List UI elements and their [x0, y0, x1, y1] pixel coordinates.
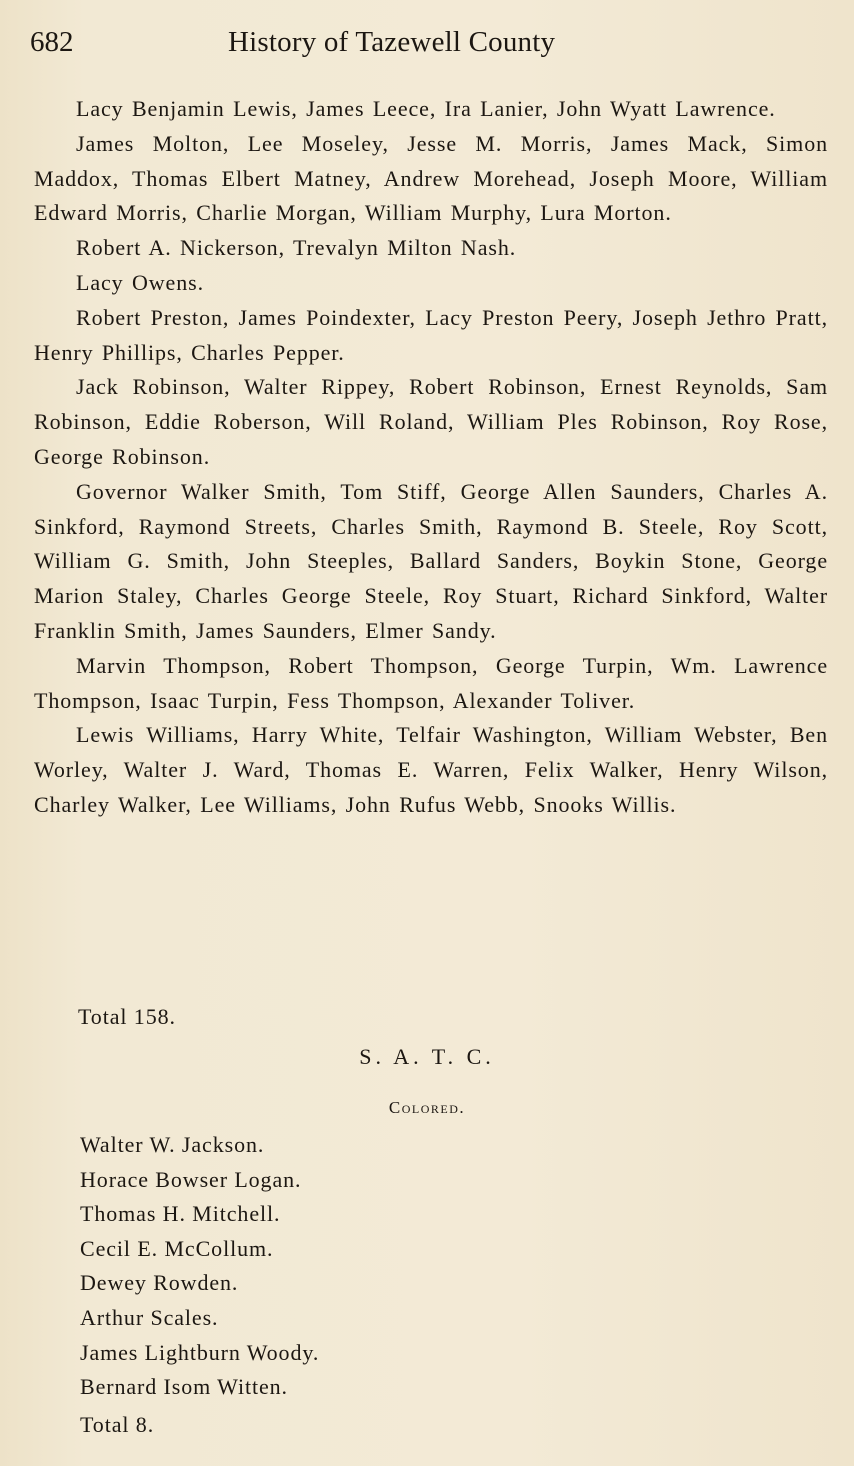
list-item: Bernard Isom Witten.	[80, 1374, 288, 1400]
list-item: Walter W. Jackson.	[80, 1132, 265, 1157]
paragraph-t: Marvin Thompson, Robert Thompson, George Turpin, Wm. Lawrence Thompson, Isaac Turpin, Fess Thompson, Alexander Toliver.	[34, 652, 828, 713]
running-title: History of Tazewell County	[228, 26, 556, 58]
paragraph-n: Robert A. Nickerson, Trevalyn Milton Nash.	[76, 235, 517, 261]
satc-name-list	[80, 1128, 319, 1405]
subheading	[0, 1098, 854, 1118]
list-item: Thomas H. Mitchell.	[80, 1201, 281, 1227]
section-heading: S. A. T. C.	[359, 1044, 495, 1069]
paragraph-p: Robert Preston, James Poindexter, Lacy Preston Peery, Joseph Jethro Pratt, Henry Phillips, Charles Pepper.	[34, 304, 828, 365]
paragraph-o: Lacy Owens.	[76, 269, 204, 295]
paragraph-r: Jack Robinson, Walter Rippey, Robert Robinson, Ernest Reynolds, Sam Robinson, Eddie Roberson, Will Roland, William Ples Robinson, Roy Rose, George Robinson.	[34, 374, 828, 469]
paragraph-l: Lacy Benjamin Lewis, James Leece, Ira Lanier, John Wyatt Lawrence.	[76, 96, 776, 121]
paragraph-s: Governor Walker Smith, Tom Stiff, George Allen Saunders, Charles A. Sinkford, Raymond Streets, Charles Smith, Raymond B. Steele, Roy Scott, William G. Smith, John Steeples, Ballard Sanders, Boykin Stone, George Marion Staley, Charles George Steele, Roy Stuart, Richard Sinkford, Walter Franklin Smith, James Saunders, Elmer Sandy.	[34, 478, 828, 643]
name-list-body	[34, 92, 828, 823]
page-number: 682	[30, 26, 74, 58]
list-item: Dewey Rowden.	[80, 1270, 239, 1296]
list-item: Horace Bowser Logan.	[80, 1166, 302, 1192]
list-item: Arthur Scales.	[80, 1304, 219, 1330]
subheading-text: Colored.	[388, 1098, 466, 1117]
list-item: Cecil E. McCollum.	[80, 1235, 274, 1261]
total-158: Total 158.	[78, 1004, 176, 1029]
total-8: Total 8.	[80, 1412, 155, 1437]
list-item: James Lightburn Woody.	[80, 1339, 320, 1365]
paragraph-m: James Molton, Lee Moseley, Jesse M. Morris, James Mack, Simon Maddox, Thomas Elbert Matney, Andrew Morehead, Joseph Moore, William Edward Morris, Charlie Morgan, William Murphy, Lura Morton.	[34, 130, 828, 226]
page-header	[30, 26, 830, 66]
paragraph-w: Lewis Williams, Harry White, Telfair Washington, William Webster, Ben Worley, Walter J. Ward, Thomas E. Warren, Felix Walker, Henry Wilson, Charley Walker, Lee Williams, John Rufus Webb, Snooks Willis.	[34, 722, 828, 817]
